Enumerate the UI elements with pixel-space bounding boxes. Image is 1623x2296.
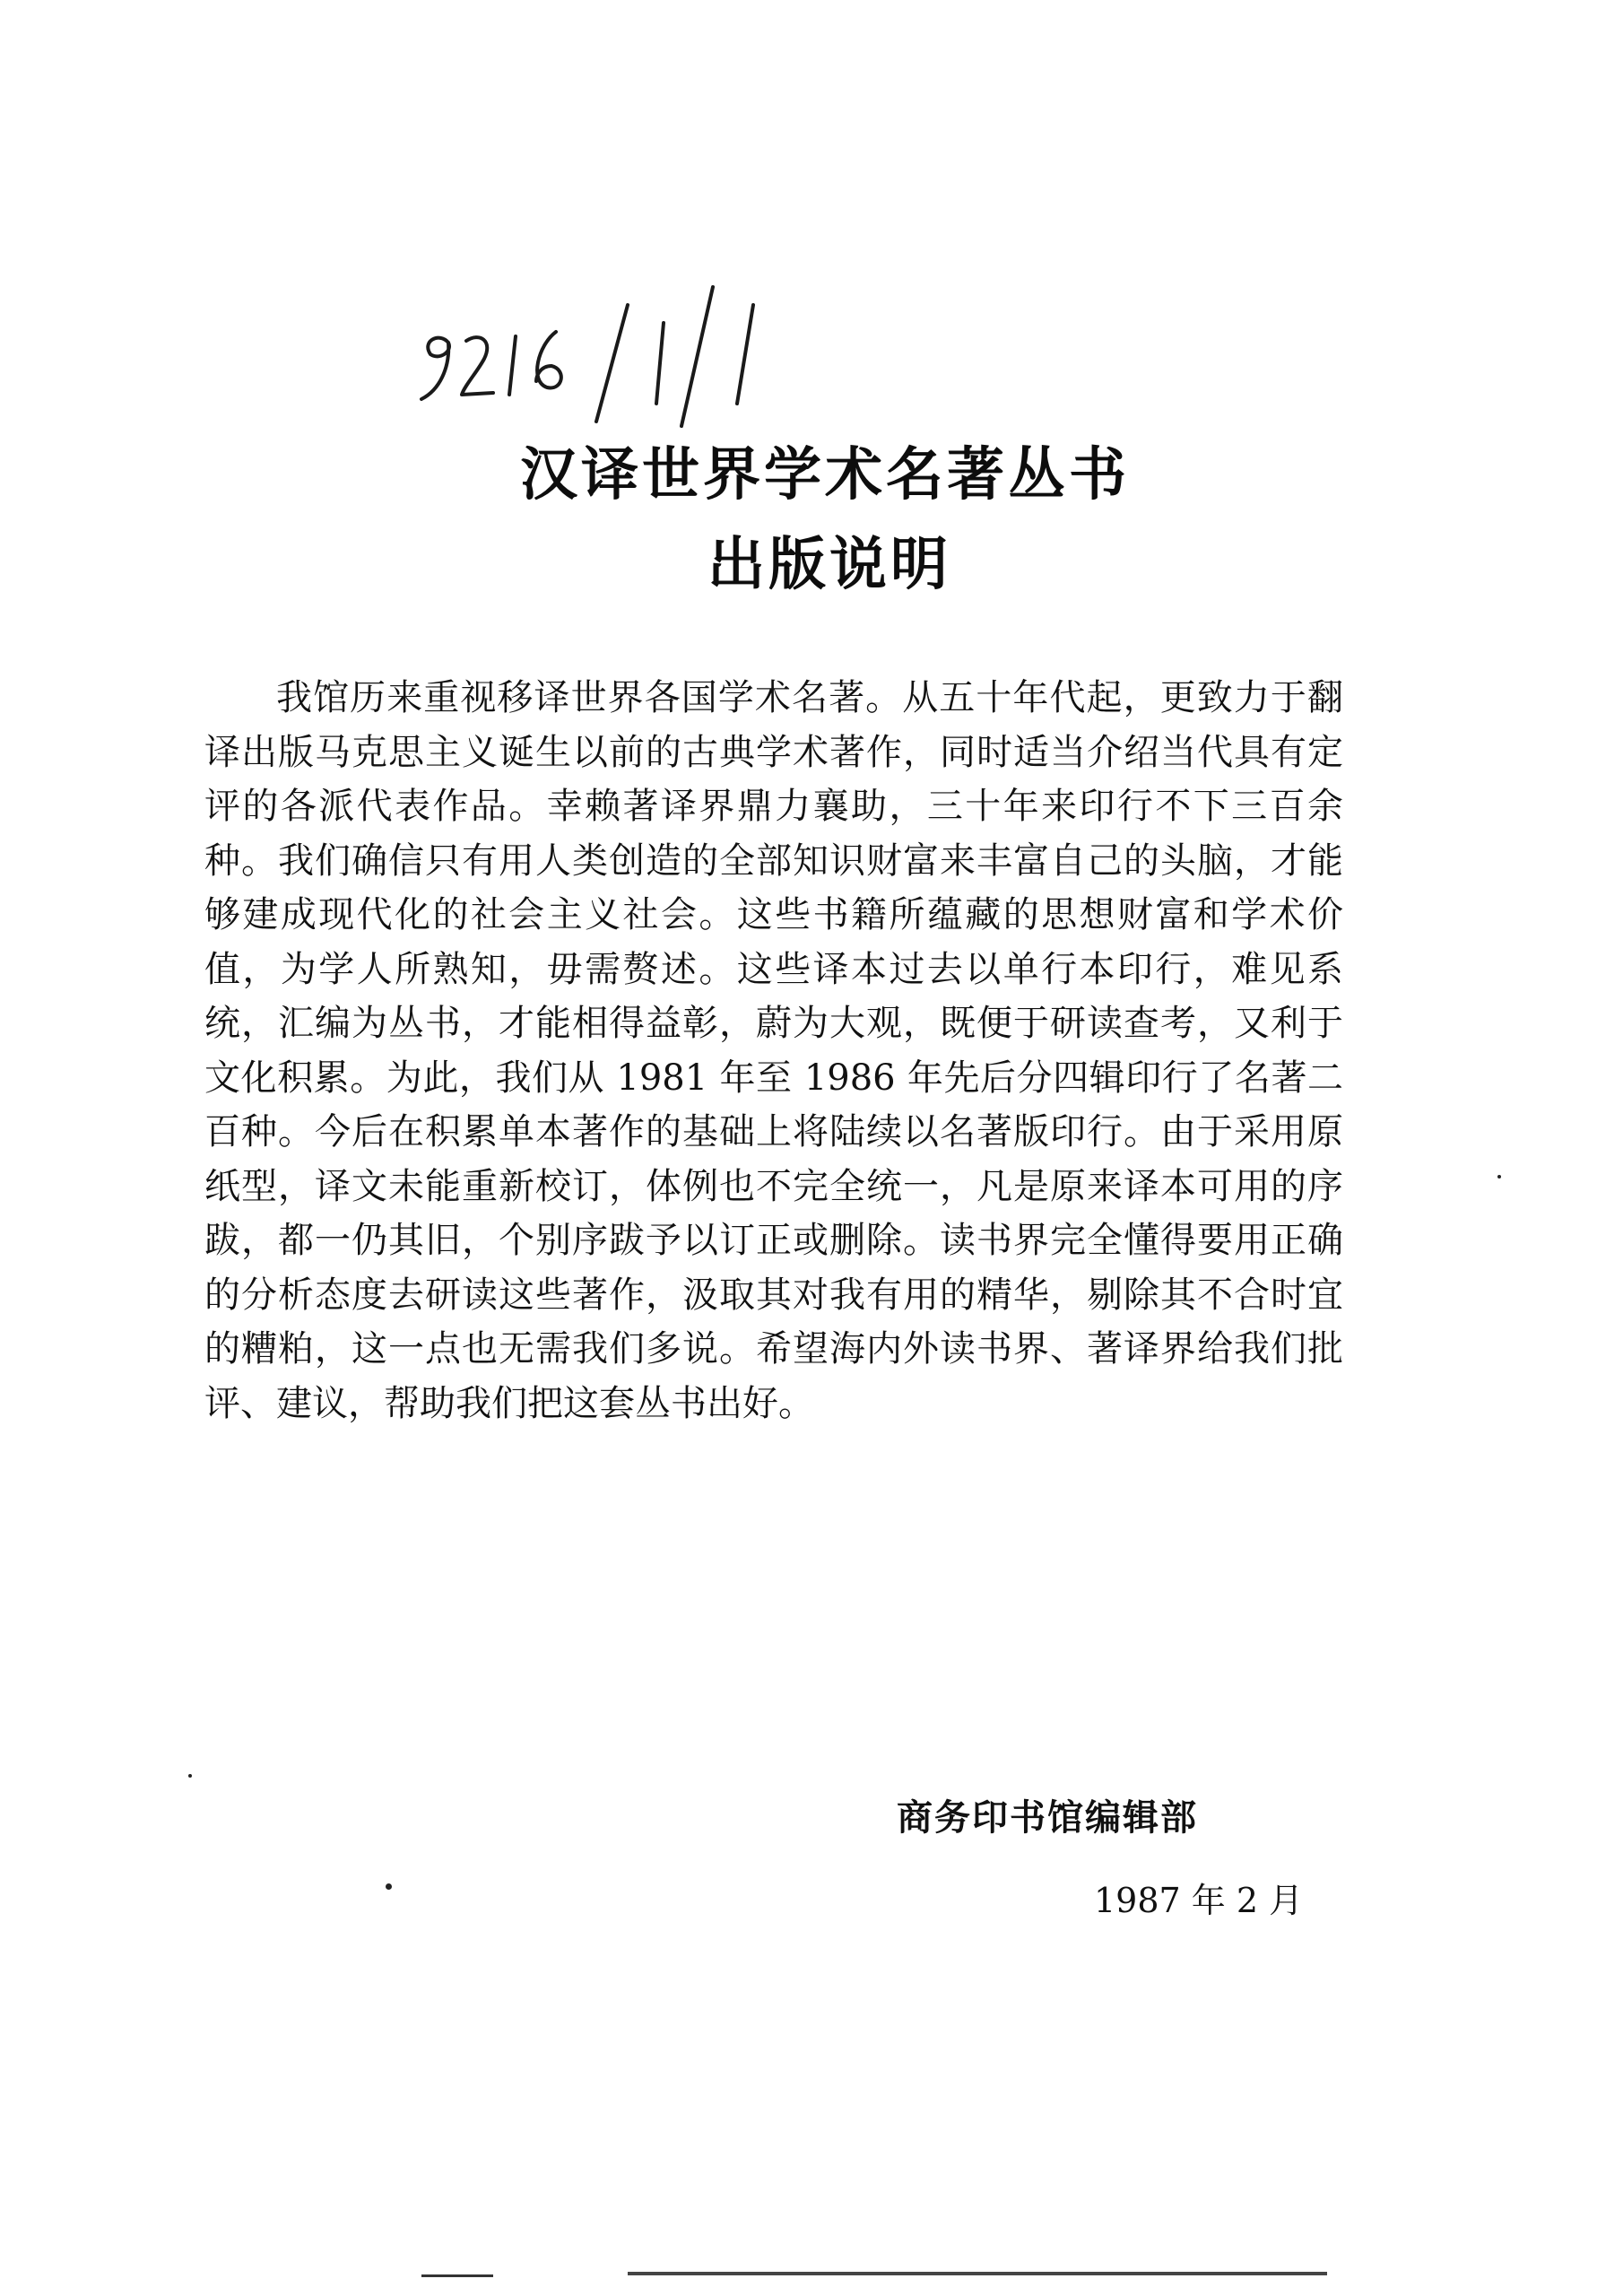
scan-speck	[1497, 1175, 1501, 1178]
publication-note-paragraph: 我馆历来重视移译世界各国学术名著。从五十年代起，更致力于翻译出版马克思主义诞生以前的古典学术著作，同时适当介绍当代具有定评的各派代表作品。幸赖著译界鼎力襄助，三十年来印行不下三百余种。我们确信只有用人类创造的全部知识财富来丰富自己的头脑，才能够建成现代化的社会主义社会。这些书籍所蕴藏的思想财富和学术价值，为学人所熟知，毋需赘述。这些译本过去以单行本印行，难见系统，汇编为丛书，才能相得益彰，蔚为大观，既便于研读查考，又利于文化积累。为此，我们从 1981 年至 1986 年先后分四辑印行了名著二百种。今后在积累单本著作的基础上将陆续以名著版印行。由于采用原纸型，译文未能重新校订，体例也不完全统一，凡是原来译本可用的序跋，都一仍其旧，个别序跋予以订正或删除。读书界完全懂得要用正确的分析态度去研读这些著作，汲取其对我有用的精华，剔除其不合时宜的糟粕，这一点也无需我们多说。希望海内外读书界、著译界给我们批评、建议，帮助我们把这套丛书出好。	[204, 677, 1343, 1424]
publisher-signature: 商务印书馆编辑部	[897, 1796, 1198, 1839]
scan-edge-line	[421, 2274, 493, 2277]
publication-date: 1987 年 2 月	[1094, 1881, 1304, 1920]
series-title: 汉译世界学术名著丛书	[520, 441, 1130, 509]
page-subtitle: 出版说明	[707, 531, 951, 598]
scan-speck	[188, 1774, 192, 1778]
scan-edge-line	[628, 2272, 1327, 2275]
handwritten-call-number	[404, 269, 780, 439]
scan-speck	[386, 1883, 392, 1890]
